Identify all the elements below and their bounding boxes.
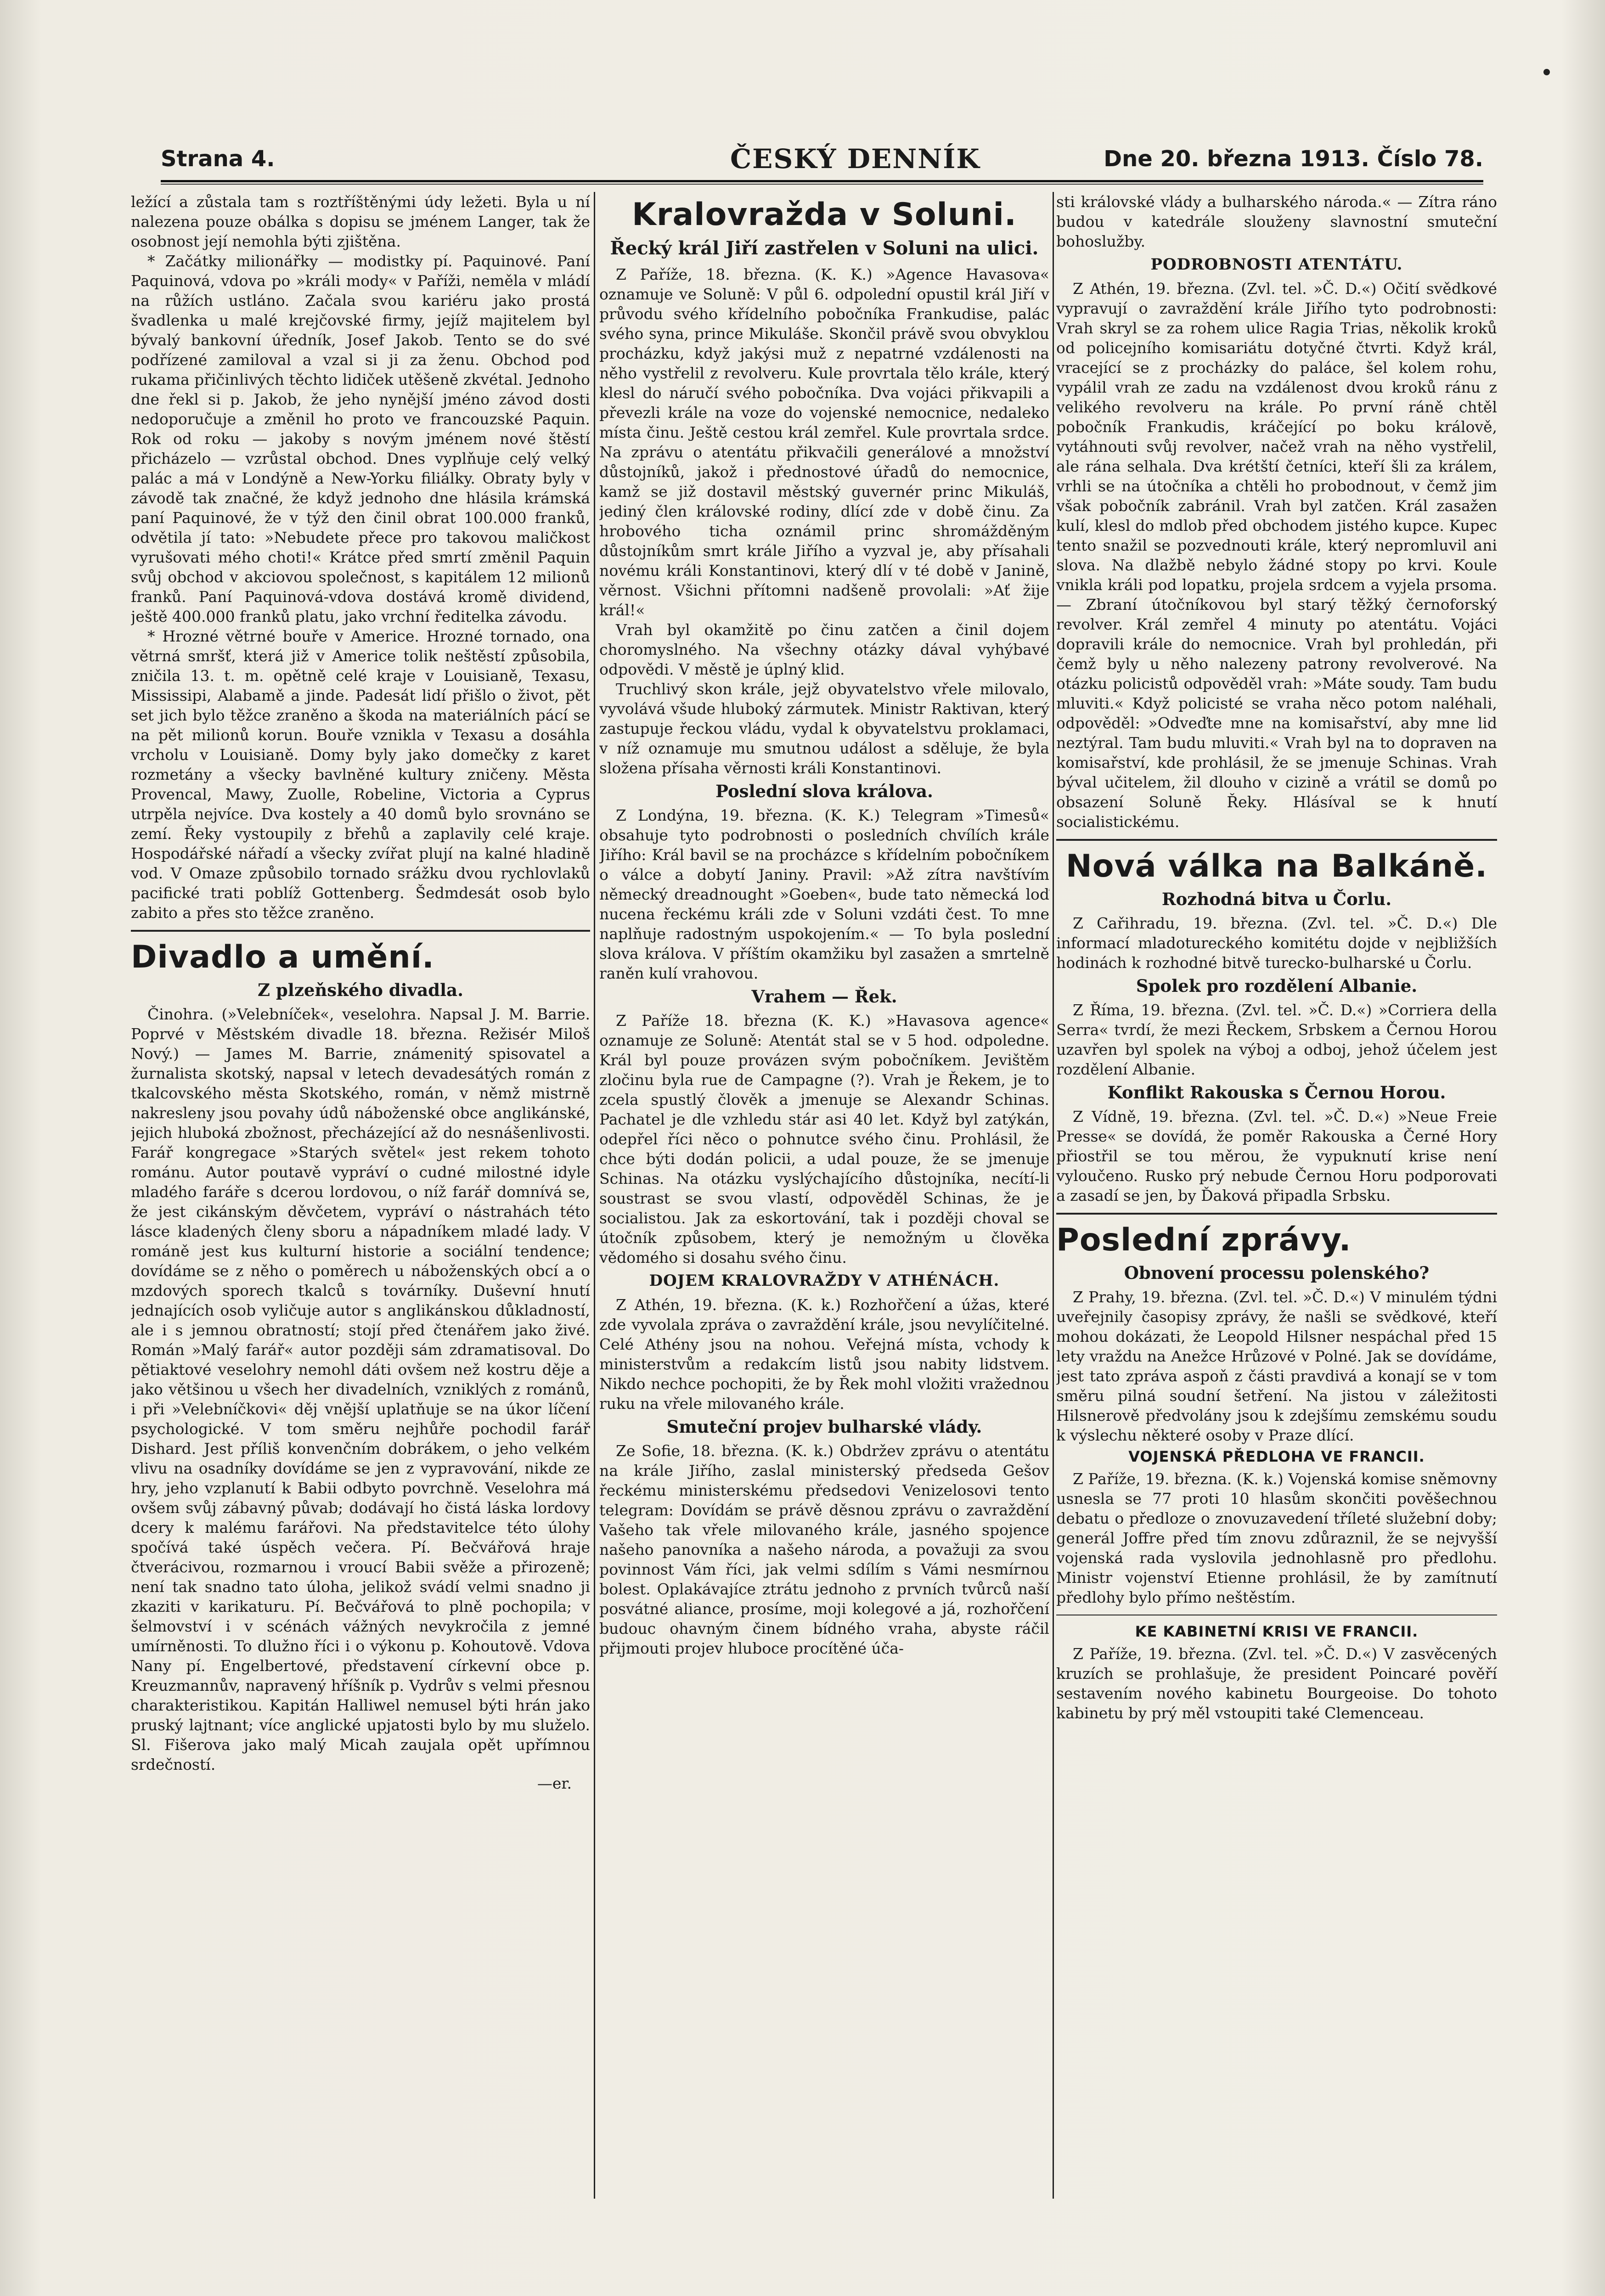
subheadline-king: Řecký král Jiří zastřelen v Soluni na ulici.	[610, 237, 1039, 259]
article-paragraph: ležící a zůstala tam s roztříštěnými údy ležeti. Byla u ní nalezena pouze obálka s dopisu se jménem Langer, tak že osobnost její nemohla býti zjištěna.	[131, 193, 590, 250]
article-paragraph: Z Prahy, 19. března. (Zvl. tel. »Č. D.«) V minulém týdni uveřejnily časopisy zprávy, že našli se svědkové, kteří mohou dokázati, že Leopold Hilsner nespáchal před 15 lety vraždu na Anežce Hrůzové v Polné. Jak se dovídáme, jest tato zpráva aspoň z části pravdivá a konají se v tom směru pilná soudní šetření. Na jistou v záležitosti Hilsnerově předvolány jsou k zdejšímu zemskému soudu k výslechu některé osoby v Praze dlící.	[1056, 1288, 1497, 1444]
headline-kralovrazda: Kralovražda v Soluni.	[632, 197, 1017, 233]
article-paragraph: Z Paříže 18. března (K. K.) »Havasova agence« oznamuje ze Soluně: Atentát stal se v 5 hod. odpoledne. Král byl pouze provázen svým pobočníkem. Jevištěm zločinu byla rue de Campagne (?). Vrah je Řekem, je to zcela spustlý člověk a jmenuje se Alexandr Schinas. Pachatel je dle vzhledu stár asi 40 let. Když byl zatýkán, odepřel říci něco o pohnutce svého činu. Prohlásil, že chce býti dodán policii, a udal pouze, že se jmenuje Schinas. Na otázku vyslýchajícího důstojníka, necítí-li soustrast se svou vlastí, odpověděl Schinas, že je socialistou. Jak za eskortování, tak i později choval se útočník způsobem, který je nemožným u člověka vědomého si dosahu svého činu.	[599, 1012, 1049, 1266]
column-divider-1	[594, 192, 595, 2199]
section-rule	[131, 930, 590, 932]
subheading-military-bill: VOJENSKÁ PŘEDLOHA VE FRANCII.	[1128, 1448, 1425, 1465]
subheading-murderer: Vrahem — Řek.	[751, 986, 897, 1007]
header-rule	[161, 180, 1483, 182]
section-rule	[1056, 1213, 1497, 1215]
page-header	[161, 143, 1483, 175]
section-rule	[1056, 839, 1497, 841]
subheading-albania: Spolek pro rozdělení Albanie.	[1136, 976, 1418, 996]
subheading-bulgarian: Smuteční projev bulharské vlády.	[666, 1417, 982, 1437]
subheading-details: PODROBNOSTI ATENTÁTU.	[1150, 255, 1403, 274]
section-heading-divadlo: Divadlo a umění.	[131, 939, 434, 975]
subheading-conflict: Konflikt Rakouska s Černou Horou.	[1107, 1082, 1446, 1103]
column-1	[131, 192, 590, 2194]
article-paragraph: Vrah byl okamžitě po činu zatčen a činil dojem choromyslného. Na všechny otázky dával vyhýbavé odpovědi. V městě je úplný klid.	[599, 621, 1049, 678]
article-paquin: * Začátky milionářky — modistky pí. Paquinové. Paní Paquinová, vdova po »králi mody« v Paříži, neměla v mládí na růžích ustláno. Začala svou kariéru jako prostá švadlenka u malé krejčovské firmy, jejíž majitelem byl bývalý bankovní úředník, Josef Jakob. Tento se do své podřízené zamiloval a vzal si ji za ženu. Obchod pod rukama přičinlivých těchto lidiček utěšeně zkvétal. Jednoho dne řekl si p. Jakob, že jeho nynější jméno závod dosti nedoporučuje a změnil ho proto ve francouzské Paquin. Rok od roku — jakoby s novým jménem nové štěstí přicházelo — vzrůstal obchod. Dnes vyplňuje celý velký palác a má v Londýně a New-Yorku filiálky. Obraty byly v závodě tak značné, že když jednoho dne hlásila krámská paní Paquinové, že v týž den činil obrat 100.000 franků, odvětila jí tato: »Nebudete přece pro takovou maličkost vyrušovati mého choti!« Krátce před smrtí změnil Paquin svůj obchod v akciovou společnost, s kapitálem 12 milionů franků. Paní Paquinová-vdova dostává kromě dividend, ještě 400.000 franků platu, jako vrchní ředitelka závodu.	[131, 252, 590, 625]
article-paragraph: Z Cařihradu, 19. března. (Zvl. tel. »Č. D.«) Dle informací mladotureckého komitétu dojde v nejbližších hodinách k rozhodné bitvě turecko-bulharské u Čorlu.	[1056, 914, 1497, 972]
scan-speck	[1543, 69, 1550, 75]
subheading-battle: Rozhodná bitva u Čorlu.	[1161, 889, 1392, 909]
column-3	[1056, 192, 1497, 2199]
issue-date: Dne 20. března 1913. Číslo 78.	[1104, 146, 1483, 172]
article-paragraph: Z Athén, 19. března. (Zvl. tel. »Č. D.«) Očití svědkové vypravují o zavraždění krále Jiřího tyto podrobnosti: Vrah skryl se za rohem ulice Ragia Trias, několik kroků od policejního komisariátu dotyčné čtvrti. Když král, vracející se z procházky do paláce, šel kolem rohu, vypálil vrah ze zadu na vzdálenost dvou kroků ránu z velikého revolveru na krále. Po první ráně chtěl pobočník Frankudis, kráčející po boku králově, vytáhnouti svůj revolver, načež vrah na něho vystřelil, ale rána selhala. Dva krétští četníci, kteří šli za králem, vrhli se na útočníka a chtěli ho probodnout, v čemž jim však pobočník zabránil. Vrah byl zatčen. Král zasažen kulí, klesl do mdlob před obchodem jistého kupce. Kupec tento snažil se pozvednouti krále, který nepromluvil ani slova. Na dlažbě nebylo žádné stopy po krvi. Koule vnikla králi pod lopatku, projela srdcem a vyjela prsoma. — Zbraní útočníkovou byl starý těžký černoforský revolver. Král zemřel 4 minuty po atentátu. Vojáci dopravili krále do nemocnice. Vrah byl prohledán, při čemž byly u něho nalezeny patrony revolverové. Na otázku policistů odpověděl vrah: »Máte soudy. Tam budu mluviti.« Když policisté se vraha něco potom naléhali, odpověděl: »Odveďte mne na komisařství, aby mne lid neztýral. Tam budu mluviti.« Vrah byl na to dopraven na komisařství, kde prohlásil, že se jmenuje Schinas. Vrah býval učitelem, žil dlouho v cizině a vrátil se domů po obsazení Soluně Řeky. Hlásíval se k hnutí socialistickému.	[1056, 280, 1497, 831]
article-paragraph: Z Říma, 19. března. (Zvl. tel. »Č. D.«) »Corriera della Serra« tvrdí, že mezi Řeckem, Srbskem a Černou Horou uzavřen byl spolek na výboj a odboj, jehož účelem jest rozdělení Albanie.	[1056, 1001, 1497, 1078]
column-2	[599, 192, 1049, 2199]
subheading-polna: Obnovení processu polenského?	[1124, 1263, 1430, 1283]
article-theatre-review: Činohra. (»Velebníček«, veselohra. Napsal J. M. Barrie. Poprvé v Městském divadle 18. března. Režisér Miloš Nový.) — James M. Barrie, známenitý spisovatel a žurnalista skotský, napsal v letech devadesátých román z tkalcovského města Skotského, román, v němž mistrně nakresleny jsou povahy údů náboženské obce anglikánské, jejich hluboká zbožnost, přecházející až do nesnášenlivosti. Farář kongregace »Starých světel« jest rekem tohoto románu. Autor poutavě vypráví o cudné milostné idyle mladého faráře s dcerou lordovou, o níž farář domnívá se, že jest cikánským děvčetem, vypráví o nástrahách této lásce kladených členy sboru a nápadníkem mladé lady. V románě jest kus kulturní historie a sociální tendence; dovídáme se z něho o poměrech u náboženských obcí a o mzdových sporech tkalců s továrníky. Duševní hnutí jednajících osob vyličuje autor s anglikánskou důkladností, ale i s jemnou obratností; stojí před čtenářem jako živé. Román »Malý farář« autor později sám zdramatisoval. Do pětiaktové veselohry nemohl dáti ovšem než kostru děje a jako většinou u všech her divadelních, vzniklých z románů, i při »Velebníčkovi« děj vnější uplatňuje se na úkor líčení psychologické. V tom směru nejhůře pochodil farář Dishard. Jest příliš konvenčním dobrákem, o jeho velkém vlivu na osadníky dovídáme se jen z vypravování, nikde ze hry, jeho vzplanutí k Babii odbyto povrchně. Veselohra má ovšem svůj zábavný půvab; dodávají ho čistá láska lordovy dcery k malému farářovi. Na představitelce této úlohy spočívá také úspěch večera. Pí. Bečvářová hraje čtverácivou, rozmarnou i vroucí Babii svěže a přirozeně; není tak snadno tato úloha, jelikož svádí velmi snadno ji zkaziti v karikaturu. Pí. Bečvářová to plně pochopila; v šelmovství i v scénách vážných nevykročila z jemné umírněnosti. To dlužno říci i o výkonu p. Kohoutově. Vdova Nany pí. Engelbertové, představení církevní obce p. Kreuzmannův, napravený hříšník p. Vydrův s velmi přesnou charakteristikou. Kapitán Halliwel nemusel býti hrán jako pruský lajtnant; více anglické upjatosti bylo by mu služelo. Sl. Fišerova jako malý Micah zaujala opět upřímnou srdečností.	[131, 1005, 590, 1773]
article-paragraph: sti královské vlády a bulharského národa.« — Zítra ráno budou v katedrále slouženy slavnostní smuteční bohoslužby.	[1056, 193, 1497, 250]
article-paragraph: Z Londýna, 19. března. (K. K.) Telegram »Timesů« obsahuje tyto podrobnosti o posledních chvílích krále Jiřího: Král bavil se na procházce s křídelním pobočníkem o válce a dobytí Janiny. Pravil: »Až zítra navštívím německý dreadnought »Goeben«, bude tato německá loď nucena řeckému králi zde v Soluni vzdáti čest. To mne naplňuje radostným uspokojením.« — To byla poslední slova králova. V příštím okamžiku byl zasažen a smrtelně raněn kulí vrahovou.	[599, 806, 1049, 982]
headline-balkan-war: Nová válka na Balkáně.	[1065, 848, 1488, 884]
article-paragraph: Z Paříže, 19. března. (Zvl. tel. »Č. D.«) V zasvěcených kruzích se prohlašuje, že president Poincaré pověří sestavením nového kabinetu Bourgeoise. Do tohoto kabinetu by prý měl vstoupiti také Clemenceau.	[1056, 1645, 1497, 1722]
page-number: Strana 4.	[161, 146, 275, 172]
article-paragraph: Ze Sofie, 18. března. (K. k.) Obdržev zprávu o atentátu na krále Jiřího, zaslal ministerský předseda Gešov řeckému ministerskému předsedovi Venizelosovi tento telegram: Dovídám se právě děsnou zprávu o zavraždění Vašeho tak vřele milovaného krále, jasného spojence našeho panovníka a našeho národa, a považuji za svou povinnost Vám říci, jak velmi sdílím s Vámi nesmírnou bolest. Oplakávajíce ztrátu jednoho z prvních tvůrců naší posvátné aliance, prosíme, moji kolegové a já, rozhořčení budouc ohavným činem bídného vraha, abyste ráčil přijmouti projev hluboce procítěné úča-	[599, 1442, 1049, 1657]
headline-latest-news: Poslední zprávy.	[1056, 1222, 1352, 1258]
masthead-title: ČESKÝ DENNÍK	[730, 143, 980, 174]
article-paragraph: Z Paříže, 18. března. (K. K.) »Agence Havasova« oznamuje ve Soluně: V půl 6. odpolední opustil král Jiří v průvodu svého křídelního pobočníka Frankudise, palác svého syna, prince Mikuláše. Skončil právě svou obvyklou procházku, když jakýsi muž z nepatrné vzdálenosti na něho vystřelil z revolveru. Kule provrtala tělo krále, který klesl do náručí svého pobočníka. Dva vojáci přikvapili a převezli krále na voze do vojenské nemocnice, nedaleko místa činu. Ještě cestou král zemřel. Kule provrtala srdce. Na zprávu o atentátu přikvačili generálové a množství důstojníků, jakož i přednostové úřadů do nemocnice, kamž se již dostavil městský guvernér princ Mikuláš, jediný člen královské rodiny, dlící zde v době činu. Za hrobového ticha oznámil princ shromážděným důstojníkům smrt krále Jiřího a vyzval je, aby přísahali novému králi Konstantinovi, který dlí v té době v Janině, věrnost. Všichni přítomni nadšeně provolali: »Ať žije král!«	[599, 265, 1049, 619]
subheading-cabinet-crisis: KE KABINETNÍ KRISI VE FRANCII.	[1135, 1623, 1419, 1640]
subheading-athens: DOJEM KRALOVRAŽDY V ATHÉNÁCH.	[649, 1272, 1000, 1290]
header-rule-thin	[161, 184, 1483, 185]
subheading-last-words: Poslední slova králova.	[715, 781, 933, 801]
subheading-plzen: Z plzeňského divadla.	[258, 980, 463, 1000]
article-paragraph: Z Vídně, 19. března. (Zvl. tel. »Č. D.«) »Neue Freie Presse« se dovídá, že poměr Rakouska a Černé Hory přiostřil se tou měrou, že vypuknutí krise není vyloučeno. Rusko prý nebude Černou Horu podporovati a zasadí se jen, by Ďaková připadla Srbsku.	[1056, 1108, 1497, 1204]
article-tornado: * Hrozné větrné bouře v Americe. Hrozné tornado, ona větrná smršť, která již v Americe tolik neštěstí způsobila, zničila 13. t. m. opětně celé kraje v Louisianě, Texasu, Mississipi, Alabamě a jinde. Padesát lidí přišlo o život, pět set jich bylo těžce zraněno a škoda na materiálních pácí se na pět milionů korun. Bouře vznikla v Texasu a dosáhla vrcholu v Louisianě. Domy byly jako domečky z karet rozmetány a všecky bavlněné kultury zničeny. Města Provencal, Mawy, Zuolle, Robeline, Victoria a Cyprus utrpěla nejvíce. Dva kostely a 40 domů bylo srovnáno se zemí. Řeky vystoupily z břehů a zaplavily celé kraje. Hospodářské nářadí a všecky zvířat plují na kalné hladině vod. V Omaze způsobilo tornado srážku dvou rychlovlaků pacifické trati poblíž Gottenberg. Šedmdesát osob bylo zabito a přes sto těžce zraněno.	[131, 627, 590, 922]
article-paragraph: Z Athén, 19. března. (K. k.) Rozhořčení a úžas, které zde vyvolala zpráva o zavraždění krále, jsou nevylíčitelné. Celé Athény jsou na nohou. Veřejná místa, vchody k ministerstvům a redakcím listů jsou nabity lidstvem. Nikdo nechce pochopiti, že by Řek mohl vložiti vražednou ruku na vřele milovaného krále.	[599, 1296, 1049, 1412]
article-paragraph: Truchlivý skon krále, jejž obyvatelstvo vřele milovalo, vyvolává všude hluboký zármutek. Ministr Raktivan, který zastupuje řeckou vládu, vydal k obyvatelstvu proklamaci, v níž oznamuje mu smutnou událost a sděluje, že byla složena přísaha věrnosti králi Konstantinovi.	[599, 680, 1049, 777]
article-paragraph: Z Paříže, 19. března. (K. k.) Vojenská komise sněmovny usnesla se 77 proti 10 hlasům skončiti pověšechnou debatu o předloze o znovuzavedení tříleté služební doby; generál Joffre před tím znovu zdůraznil, že se nejvyšší vojenská rada vyslovila jednohlasně pro předlohu. Ministr vojenství Etienne prohlásil, že by zamítnutí předlohy bylo přímo neštěstím.	[1056, 1470, 1497, 1606]
author-signature: —er.	[537, 1774, 572, 1792]
column-divider-2	[1053, 192, 1054, 2199]
